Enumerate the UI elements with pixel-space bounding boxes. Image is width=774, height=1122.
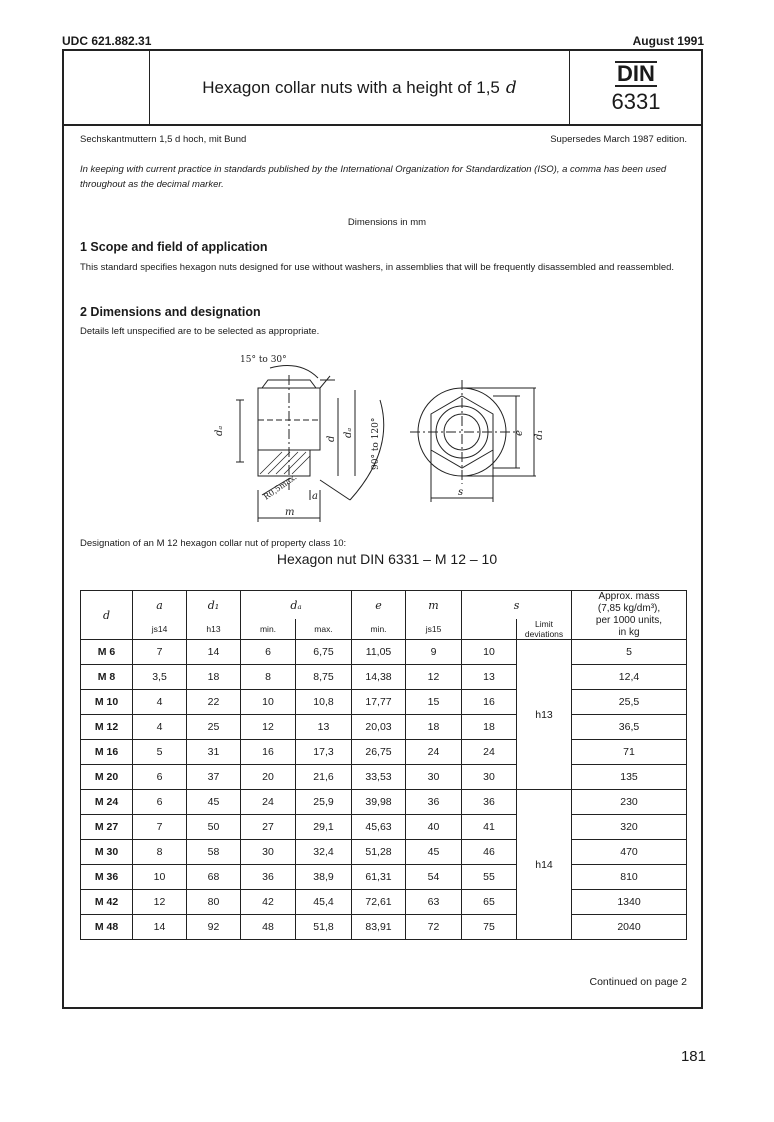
cell-d1: 92 [187, 915, 241, 940]
cell-s: 55 [462, 865, 517, 890]
cell-m: 63 [406, 890, 462, 915]
cell-mass: 1340 [572, 890, 687, 915]
cell-m: 45 [406, 840, 462, 865]
cell-da-min: 24 [241, 790, 296, 815]
section-1-heading: 1 Scope and field of application [80, 240, 268, 254]
cell-m: 40 [406, 815, 462, 840]
label-d: d [326, 435, 337, 442]
designation-label: Designation of an M 12 hexagon collar nut of property class 10: [80, 538, 347, 549]
table-row [81, 815, 687, 840]
col-d1: d₁ [187, 591, 241, 620]
cell-d: M 10 [81, 690, 133, 715]
table-row [81, 915, 687, 940]
cell-d1: 45 [187, 790, 241, 815]
cell-s: 24 [462, 740, 517, 765]
nut-drawing [200, 350, 580, 530]
cell-e: 14,38 [352, 665, 406, 690]
cell-s: 36 [462, 790, 517, 815]
e-min: min. [352, 619, 406, 640]
table-row [81, 790, 687, 815]
cell-da-max: 25,9 [296, 790, 352, 815]
d1-tolerance: h13 [187, 619, 241, 640]
limit-deviation-cell: h13 [517, 640, 572, 790]
col-da: dₐ [241, 591, 352, 620]
cell-mass: 71 [572, 740, 687, 765]
cell-d: M 8 [81, 665, 133, 690]
cell-s: 13 [462, 665, 517, 690]
header-left-cell [62, 49, 150, 126]
german-title: Sechskantmuttern 1,5 d hoch, mit Bund [80, 134, 247, 145]
s-nominal [462, 619, 517, 640]
section-2-heading: 2 Dimensions and designation [80, 305, 261, 319]
limit-deviation-cell: h14 [517, 790, 572, 940]
cell-mass: 12,4 [572, 665, 687, 690]
da-max: max. [296, 619, 352, 640]
cell-da-min: 20 [241, 765, 296, 790]
limit-line-2: deviations [524, 629, 564, 639]
cell-s: 16 [462, 690, 517, 715]
cell-d: M 42 [81, 890, 133, 915]
cell-e: 72,61 [352, 890, 406, 915]
cell-a: 3,5 [133, 665, 187, 690]
cell-d: M 24 [81, 790, 133, 815]
cell-m: 12 [406, 665, 462, 690]
cell-da-max: 10,8 [296, 690, 352, 715]
col-m: m [406, 591, 462, 620]
limit-deviations [517, 619, 572, 640]
cell-d1: 58 [187, 840, 241, 865]
cell-d1: 68 [187, 865, 241, 890]
din-word: DIN [617, 61, 655, 86]
col-d: d [81, 591, 133, 640]
cell-a: 10 [133, 865, 187, 890]
cell-d1: 25 [187, 715, 241, 740]
cell-da-min: 30 [241, 840, 296, 865]
table-body [81, 640, 687, 940]
cell-d1: 14 [187, 640, 241, 665]
cell-da-max: 32,4 [296, 840, 352, 865]
da-min: min. [241, 619, 296, 640]
title-text: Hexagon collar nuts with a height of 1,5 [202, 77, 500, 97]
cell-mass: 320 [572, 815, 687, 840]
cell-da-min: 10 [241, 690, 296, 715]
top-view [410, 380, 536, 502]
cell-da-min: 48 [241, 915, 296, 940]
table-row [81, 890, 687, 915]
din-logo [572, 55, 700, 121]
table-header-row [81, 591, 687, 620]
col-e: e [352, 591, 406, 620]
cell-mass: 470 [572, 840, 687, 865]
cell-m: 9 [406, 640, 462, 665]
document-title [150, 49, 570, 126]
cell-da-max: 29,1 [296, 815, 352, 840]
cell-d: M 30 [81, 840, 133, 865]
col-s: s [462, 591, 572, 620]
label-m: m [285, 507, 295, 518]
continued-note: Continued on page 2 [589, 976, 687, 988]
cell-e: 20,03 [352, 715, 406, 740]
section-2-text: Details left unspecified are to be selected as appropriate. [80, 326, 320, 337]
mass-line-3: per 1000 units, [595, 615, 663, 626]
cell-da-max: 38,9 [296, 865, 352, 890]
m-tolerance: js15 [406, 619, 462, 640]
cell-a: 14 [133, 915, 187, 940]
mass-line-4: in kg [618, 627, 640, 638]
cell-m: 18 [406, 715, 462, 740]
cell-da-min: 8 [241, 665, 296, 690]
cell-a: 6 [133, 790, 187, 815]
table-row [81, 665, 687, 690]
table-row [81, 640, 687, 665]
angle-2-label: 90° to 120° [371, 417, 381, 470]
iso-note: In keeping with current practice in standards published by the International Organization for Standardization (ISO), a comma has been used throughout as the decimal marker. [80, 164, 667, 190]
cell-d1: 31 [187, 740, 241, 765]
table-row [81, 715, 687, 740]
din-number: 6331 [611, 89, 661, 114]
label-d1: d₁ [534, 429, 545, 440]
cell-s: 75 [462, 915, 517, 940]
label-a: a [312, 491, 318, 502]
label-da-right: dₐ [343, 427, 354, 438]
cell-d1: 22 [187, 690, 241, 715]
cell-a: 5 [133, 740, 187, 765]
cell-e: 51,28 [352, 840, 406, 865]
cell-e: 26,75 [352, 740, 406, 765]
cell-d: M 27 [81, 815, 133, 840]
cell-da-max: 13 [296, 715, 352, 740]
cell-d: M 6 [81, 640, 133, 665]
cell-s: 46 [462, 840, 517, 865]
cell-e: 33,53 [352, 765, 406, 790]
table-row [81, 865, 687, 890]
cell-da-min: 12 [241, 715, 296, 740]
label-s: s [458, 487, 464, 498]
cell-e: 83,91 [352, 915, 406, 940]
a-tolerance: js14 [133, 619, 187, 640]
cell-mass: 230 [572, 790, 687, 815]
cell-s: 65 [462, 890, 517, 915]
cell-mass: 810 [572, 865, 687, 890]
cell-a: 6 [133, 765, 187, 790]
cell-da-min: 36 [241, 865, 296, 890]
cell-m: 30 [406, 765, 462, 790]
cell-d: M 20 [81, 765, 133, 790]
title-symbol: d [505, 77, 517, 98]
cell-d: M 36 [81, 865, 133, 890]
cell-e: 11,05 [352, 640, 406, 665]
table-row [81, 840, 687, 865]
cell-mass: 2040 [572, 915, 687, 940]
cell-da-max: 17,3 [296, 740, 352, 765]
col-mass [572, 591, 687, 640]
cell-a: 7 [133, 815, 187, 840]
header-rule [62, 124, 703, 126]
designation-example: Hexagon nut DIN 6331 – M 12 – 10 [276, 551, 498, 567]
cell-d1: 50 [187, 815, 241, 840]
cell-mass: 25,5 [572, 690, 687, 715]
dimensions-note: Dimensions in mm [347, 217, 427, 228]
cell-d1: 80 [187, 890, 241, 915]
page-number: 181 [680, 1048, 706, 1065]
cell-da-min: 6 [241, 640, 296, 665]
cell-m: 54 [406, 865, 462, 890]
mass-line-1: Approx. mass [598, 591, 660, 602]
cell-m: 15 [406, 690, 462, 715]
mass-line-2: (7,85 kg/dm³), [597, 603, 661, 614]
table-row [81, 740, 687, 765]
angle-1-label: 15° to 30° [240, 355, 287, 365]
cell-s: 10 [462, 640, 517, 665]
cell-da-max: 51,8 [296, 915, 352, 940]
cell-d: M 12 [81, 715, 133, 740]
cell-d: M 48 [81, 915, 133, 940]
cell-e: 61,31 [352, 865, 406, 890]
cell-a: 7 [133, 640, 187, 665]
udc-number: UDC 621.882.31 [62, 34, 152, 48]
cell-m: 36 [406, 790, 462, 815]
cell-a: 4 [133, 715, 187, 740]
cell-d: M 16 [81, 740, 133, 765]
limit-line-1: Limit [535, 619, 553, 629]
cell-da-max: 6,75 [296, 640, 352, 665]
cell-m: 72 [406, 915, 462, 940]
cell-da-min: 42 [241, 890, 296, 915]
cell-mass: 5 [572, 640, 687, 665]
label-e: e [514, 430, 525, 436]
side-view [236, 366, 384, 522]
cell-e: 45,63 [352, 815, 406, 840]
col-a: a [133, 591, 187, 620]
cell-mass: 36,5 [572, 715, 687, 740]
supersedes-note: Supersedes March 1987 edition. [550, 134, 687, 145]
section-1-text: This standard specifies hexagon nuts designed for use without washers, in assemblies that will be frequently disassembled and reassembled. [80, 262, 675, 273]
cell-a: 12 [133, 890, 187, 915]
cell-d1: 37 [187, 765, 241, 790]
label-da-left: dₐ [214, 425, 225, 436]
cell-s: 41 [462, 815, 517, 840]
cell-s: 30 [462, 765, 517, 790]
table-row [81, 690, 687, 715]
cell-da-max: 8,75 [296, 665, 352, 690]
cell-da-min: 16 [241, 740, 296, 765]
cell-e: 17,77 [352, 690, 406, 715]
cell-da-max: 45,4 [296, 890, 352, 915]
cell-mass: 135 [572, 765, 687, 790]
publication-date: August 1991 [632, 34, 704, 48]
radius-label: R0,5max. [261, 472, 299, 502]
dimensions-table [80, 590, 687, 940]
cell-da-min: 27 [241, 815, 296, 840]
cell-d1: 18 [187, 665, 241, 690]
cell-a: 4 [133, 690, 187, 715]
table-row [81, 765, 687, 790]
cell-m: 24 [406, 740, 462, 765]
cell-s: 18 [462, 715, 517, 740]
cell-da-max: 21,6 [296, 765, 352, 790]
cell-e: 39,98 [352, 790, 406, 815]
cell-a: 8 [133, 840, 187, 865]
